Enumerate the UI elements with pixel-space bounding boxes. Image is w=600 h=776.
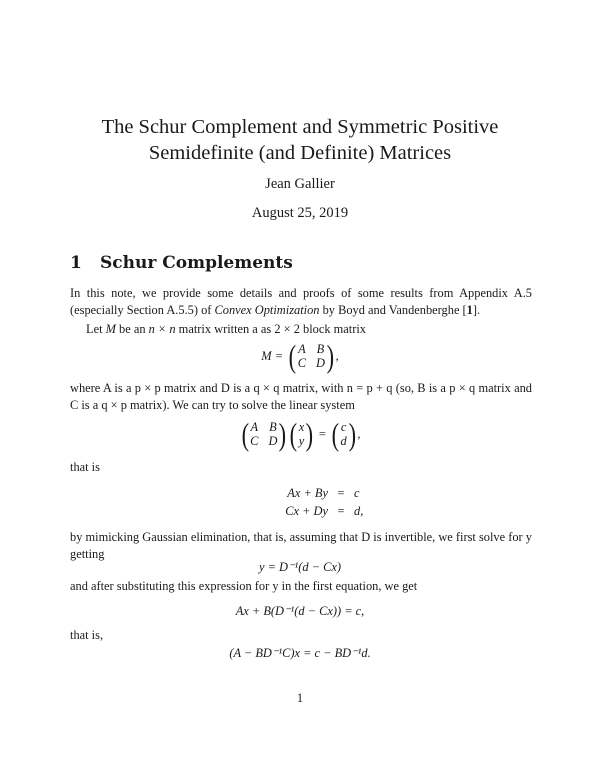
- paragraph-let: [70, 321, 532, 338]
- paragraph-that-is-2: that is,: [70, 628, 104, 642]
- let-text-a: Let: [86, 322, 106, 336]
- equation-linear-system: [0, 418, 600, 450]
- row2-equals: =: [337, 504, 345, 518]
- sys-matrix-d: D: [268, 434, 278, 448]
- matrix-d: D: [315, 356, 325, 370]
- vec-c: c: [340, 420, 347, 434]
- page-number: 1: [296, 691, 304, 705]
- system-row-1: [256, 486, 363, 504]
- row1-equals: =: [337, 486, 345, 500]
- matrix-c: C: [297, 356, 306, 370]
- book-title: Convex Optimization: [214, 303, 320, 317]
- paragraph-gaussian: by mimicking Gaussian elimination, that is, assuming that D is invertible, we first solve for y getting: [70, 530, 532, 561]
- date: August 25, 2019: [251, 205, 349, 221]
- right-paren-icon: ): [278, 416, 287, 452]
- let-text-c: matrix written a as 2 × 2 block matrix: [175, 322, 366, 336]
- equation-substituted: Ax + B(D⁻¹(d − Cx)) = c,: [235, 604, 365, 618]
- vector-xy: [299, 420, 305, 448]
- intro-text-c: ].: [472, 303, 481, 317]
- matrix-a: A: [298, 342, 306, 356]
- left-paren-icon: (: [331, 416, 339, 452]
- row2-lhs: Cx + Dy: [285, 504, 328, 518]
- left-paren-icon: (: [288, 338, 297, 374]
- right-paren-icon: ): [305, 416, 314, 452]
- equation-system: [256, 486, 363, 522]
- symbol-nxn: n × n: [148, 322, 176, 336]
- vec-y: y: [298, 434, 305, 448]
- sys-matrix-b: B: [269, 420, 277, 434]
- block-matrix: [298, 342, 325, 370]
- citation-link[interactable]: 1: [466, 303, 473, 317]
- intro-text-a: In this note, we provide some details and proofs of some results from Appendix A.5 (especially Section A.5.5) of: [70, 286, 532, 317]
- section-title: Schur Complements: [100, 253, 293, 273]
- row1-lhs: Ax + By: [287, 486, 328, 500]
- paper-title: [0, 114, 600, 166]
- paragraph-that-is: that is: [70, 460, 100, 474]
- section-heading: [70, 253, 293, 273]
- paragraph-where: where A is a p × p matrix and D is a q × q matrix, with n = p + q (so, B is a p × q matrix and C is a q × p matrix). We can try to solve the linear system: [70, 381, 532, 412]
- author: Jean Gallier: [265, 176, 335, 192]
- paragraph-intro: [70, 285, 532, 319]
- symbol-m: M: [105, 322, 116, 336]
- equation-y: y = D⁻¹(d − Cx): [258, 560, 342, 574]
- system-matrix: [250, 420, 277, 448]
- eq2-comma: ,: [357, 426, 361, 441]
- vec-d: d: [340, 434, 347, 448]
- paragraph-substituting: and after substituting this expression for y in the first equation, we get: [70, 579, 418, 593]
- title-line-2: Semidefinite (and Definite) Matrices: [148, 142, 452, 164]
- vec-x: x: [298, 420, 305, 434]
- eq1-lhs: M =: [261, 348, 284, 363]
- sys-matrix-c: C: [250, 434, 259, 448]
- equation-schur: (A − BD⁻¹C)x = c − BD⁻¹d.: [229, 646, 371, 660]
- title-line-1: The Schur Complement and Symmetric Positive: [101, 116, 499, 138]
- section-number: 1: [70, 253, 82, 273]
- right-paren-icon: ): [348, 416, 356, 452]
- eq1-comma: ,: [335, 348, 339, 363]
- right-paren-icon: ): [326, 338, 334, 374]
- row1-rhs: c: [354, 486, 360, 500]
- matrix-b: B: [316, 342, 325, 356]
- left-paren-icon: (: [241, 416, 249, 452]
- let-text-b: be an: [115, 322, 149, 336]
- intro-text-b: by Boyd and Vandenberghe [: [319, 303, 467, 317]
- equation-block-matrix: [0, 340, 600, 372]
- left-paren-icon: (: [289, 416, 298, 452]
- system-row-2: [256, 504, 363, 522]
- vector-cd: [341, 420, 347, 448]
- sys-matrix-a: A: [250, 420, 259, 434]
- row2-rhs: d,: [354, 504, 364, 518]
- equals-sign: =: [318, 426, 326, 441]
